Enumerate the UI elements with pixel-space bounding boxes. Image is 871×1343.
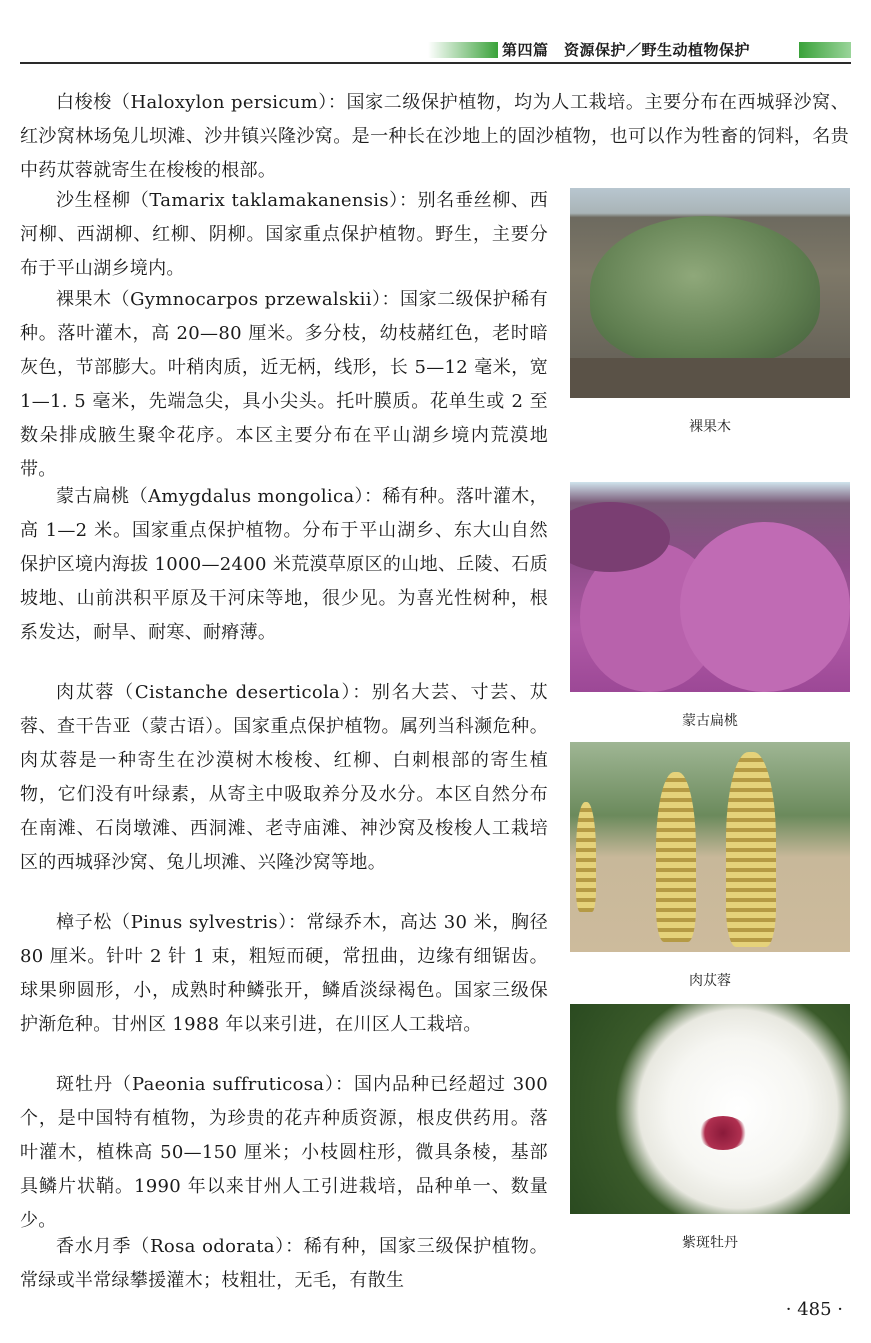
header-accent-bar-left: [428, 42, 498, 58]
paragraph-paeonia: 斑牡丹（Paeonia suffruticosa）：国内品种已经超过 300 个，是中国特有植物，为珍贵的花卉种质资源，根皮供药用。落叶灌木，植株高 50—150 厘米；小枝圆柱形，微具条棱，基部具鳞片状鞘。1990 年以来甘州人工引进栽培，品种单一、数量少。: [20, 1074, 548, 1231]
figure-paeonia: [570, 1004, 850, 1252]
photo-gymnocarpos: [570, 188, 850, 398]
caption-paeonia: 紫斑牡丹: [682, 1235, 738, 1251]
paragraph-gymnocarpos: 裸果木（Gymnocarpos przewalskii）：国家二级保护稀有种。落叶灌木，高 20—80 厘米。多分枝，幼枝赭红色，老时暗灰色，节部膨大。叶稍肉质，近无柄，线形，长 5—12 毫米，宽 1—1. 5 毫米，先端急尖，具小尖头。托叶膜质。花单生或 2 至数朵排成腋生聚伞花序。本区主要分布在平山湖乡境内荒漠地带。: [20, 289, 548, 480]
page-number: · 485 ·: [785, 1299, 843, 1320]
caption-cistanche: 肉苁蓉: [689, 973, 731, 989]
photo-cistanche: [570, 742, 850, 952]
figure-cistanche: [570, 742, 850, 990]
paragraph-pinus: 樟子松（Pinus sylvestris）：常绿乔木，高达 30 米，胸径 80 厘米。针叶 2 针 1 束，粗短而硬，常扭曲，边缘有细锯齿。球果卵圆形，小，成熟时种鳞张开，鳞盾淡绿褐色。国家三级保护渐危种。甘州区 1988 年以来引进，在川区人工栽培。: [20, 912, 548, 1035]
caption-gymnocarpos: 裸果木: [689, 419, 731, 435]
section-title: 第四篇 资源保护／野生动植物保护: [502, 41, 751, 59]
running-header: [20, 40, 851, 62]
header-accent-bar-right: [799, 42, 851, 58]
paragraph-rosa: 香水月季（Rosa odorata）：稀有种，国家三级保护植物。常绿或半常绿攀援灌木；枝粗壮，无毛，有散生: [20, 1236, 548, 1291]
paragraph-amygdalus: 蒙古扁桃（Amygdalus mongolica）：稀有种。落叶灌木，高 1—2 米。国家重点保护植物。分布于平山湖乡、东大山自然保护区境内海拔 1000—2400 米荒漠草原区的山地、丘陵、石质坡地、山前洪积平原及干河床等地，很少见。为喜光性树种，根系发达，耐旱、耐寒、耐瘠薄。: [20, 486, 548, 643]
paragraph-haloxylon: 白梭梭（Haloxylon persicum）：国家二级保护植物，均为人工栽培。主要分布在西城驿沙窝、红沙窝林场兔儿坝滩、沙井镇兴隆沙窝。是一种长在沙地上的固沙植物，也可以作为牲畜的饲料，名贵中药苁蓉就寄生在梭梭的根部。: [20, 92, 849, 181]
header-rule: [20, 62, 851, 64]
figure-amygdalus: [570, 482, 850, 730]
photo-paeonia: [570, 1004, 850, 1214]
paragraph-cistanche: 肉苁蓉（Cistanche deserticola）：别名大芸、寸芸、苁蓉、查干告亚（蒙古语）。国家重点保护植物。属列当科濒危种。肉苁蓉是一种寄生在沙漠树木梭梭、红柳、白刺根部的寄生植物，它们没有叶绿素，从寄主中吸取养分及水分。本区自然分布在南滩、石岗墩滩、西洞滩、老寺庙滩、神沙窝及梭梭人工栽培区的西城驿沙窝、兔儿坝滩、兴隆沙窝等地。: [20, 682, 548, 873]
caption-amygdalus: 蒙古扁桃: [682, 713, 738, 729]
figure-gymnocarpos: [570, 188, 850, 436]
photo-amygdalus: [570, 482, 850, 692]
paragraph-tamarix: 沙生柽柳（Tamarix taklamakanensis）：别名垂丝柳、西河柳、西湖柳、红柳、阴柳。国家重点保护植物。野生，主要分布于平山湖乡境内。: [20, 190, 548, 279]
